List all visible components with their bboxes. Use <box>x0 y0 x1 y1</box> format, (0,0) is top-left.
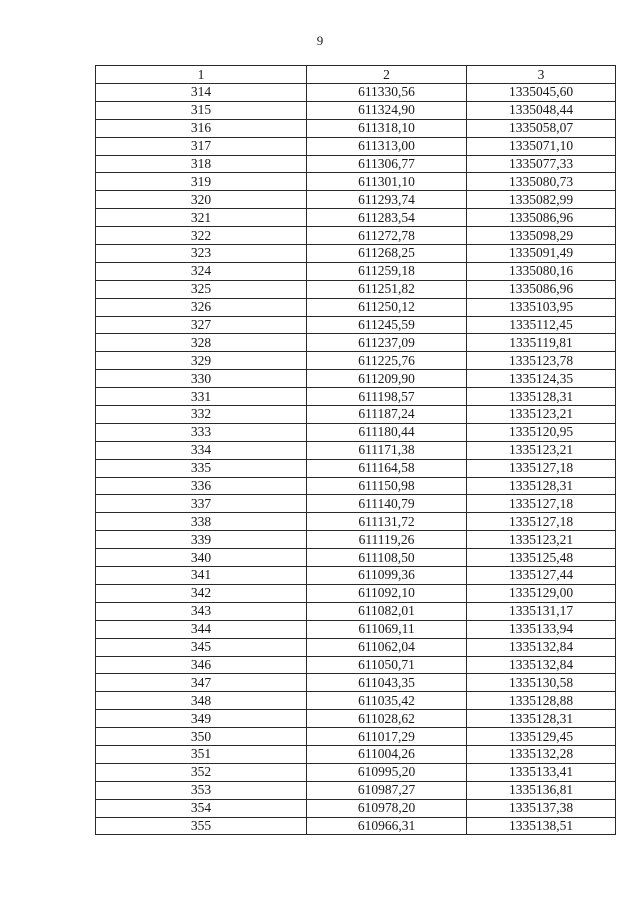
y-coordinate-cell: 1335086,96 <box>467 280 616 298</box>
y-coordinate-cell: 1335058,07 <box>467 119 616 137</box>
table-body <box>96 84 616 835</box>
point-number-cell: 338 <box>96 513 307 531</box>
table-row <box>96 298 616 316</box>
y-coordinate-cell: 1335133,94 <box>467 620 616 638</box>
table-row <box>96 638 616 656</box>
point-number-cell: 318 <box>96 155 307 173</box>
table-row <box>96 388 616 406</box>
x-coordinate-cell: 611301,10 <box>307 173 467 191</box>
y-coordinate-cell: 1335132,28 <box>467 745 616 763</box>
table-row <box>96 441 616 459</box>
coordinates-table <box>95 65 616 835</box>
x-coordinate-cell: 611108,50 <box>307 549 467 567</box>
x-coordinate-cell: 611140,79 <box>307 495 467 513</box>
y-coordinate-cell: 1335045,60 <box>467 84 616 102</box>
point-number-cell: 331 <box>96 388 307 406</box>
table-row <box>96 817 616 835</box>
y-coordinate-cell: 1335120,95 <box>467 423 616 441</box>
table-row <box>96 406 616 424</box>
table-row <box>96 173 616 191</box>
x-coordinate-cell: 611268,25 <box>307 245 467 263</box>
table-row <box>96 477 616 495</box>
table-row <box>96 513 616 531</box>
y-coordinate-cell: 1335129,00 <box>467 584 616 602</box>
point-number-cell: 317 <box>96 137 307 155</box>
x-coordinate-cell: 611225,76 <box>307 352 467 370</box>
table-row <box>96 101 616 119</box>
point-number-cell: 348 <box>96 692 307 710</box>
y-coordinate-cell: 1335124,35 <box>467 370 616 388</box>
point-number-cell: 321 <box>96 209 307 227</box>
y-coordinate-cell: 1335132,84 <box>467 638 616 656</box>
table-row <box>96 692 616 710</box>
point-number-cell: 340 <box>96 549 307 567</box>
table-row <box>96 799 616 817</box>
table-row <box>96 549 616 567</box>
column-header-3: 3 <box>467 66 616 84</box>
point-number-cell: 346 <box>96 656 307 674</box>
y-coordinate-cell: 1335080,73 <box>467 173 616 191</box>
point-number-cell: 314 <box>96 84 307 102</box>
x-coordinate-cell: 611187,24 <box>307 406 467 424</box>
y-coordinate-cell: 1335123,21 <box>467 406 616 424</box>
x-coordinate-cell: 611171,38 <box>307 441 467 459</box>
x-coordinate-cell: 611259,18 <box>307 262 467 280</box>
x-coordinate-cell: 611069,11 <box>307 620 467 638</box>
x-coordinate-cell: 611028,62 <box>307 710 467 728</box>
point-number-cell: 342 <box>96 584 307 602</box>
y-coordinate-cell: 1335136,81 <box>467 781 616 799</box>
y-coordinate-cell: 1335048,44 <box>467 101 616 119</box>
y-coordinate-cell: 1335123,21 <box>467 441 616 459</box>
x-coordinate-cell: 611283,54 <box>307 209 467 227</box>
table-row <box>96 191 616 209</box>
x-coordinate-cell: 611082,01 <box>307 602 467 620</box>
point-number-cell: 319 <box>96 173 307 191</box>
x-coordinate-cell: 611293,74 <box>307 191 467 209</box>
y-coordinate-cell: 1335125,48 <box>467 549 616 567</box>
x-coordinate-cell: 611150,98 <box>307 477 467 495</box>
table-row <box>96 227 616 245</box>
table-row <box>96 155 616 173</box>
y-coordinate-cell: 1335128,88 <box>467 692 616 710</box>
point-number-cell: 355 <box>96 817 307 835</box>
x-coordinate-cell: 611324,90 <box>307 101 467 119</box>
x-coordinate-cell: 611180,44 <box>307 423 467 441</box>
x-coordinate-cell: 611119,26 <box>307 531 467 549</box>
x-coordinate-cell: 611131,72 <box>307 513 467 531</box>
column-header-2: 2 <box>307 66 467 84</box>
y-coordinate-cell: 1335132,84 <box>467 656 616 674</box>
point-number-cell: 343 <box>96 602 307 620</box>
y-coordinate-cell: 1335128,31 <box>467 388 616 406</box>
y-coordinate-cell: 1335128,31 <box>467 477 616 495</box>
point-number-cell: 333 <box>96 423 307 441</box>
y-coordinate-cell: 1335112,45 <box>467 316 616 334</box>
x-coordinate-cell: 611099,36 <box>307 567 467 585</box>
table-row <box>96 245 616 263</box>
x-coordinate-cell: 610987,27 <box>307 781 467 799</box>
table-row <box>96 620 616 638</box>
x-coordinate-cell: 610995,20 <box>307 763 467 781</box>
point-number-cell: 353 <box>96 781 307 799</box>
y-coordinate-cell: 1335123,21 <box>467 531 616 549</box>
point-number-cell: 336 <box>96 477 307 495</box>
table-row <box>96 674 616 692</box>
point-number-cell: 341 <box>96 567 307 585</box>
table-row <box>96 316 616 334</box>
x-coordinate-cell: 611318,10 <box>307 119 467 137</box>
y-coordinate-cell: 1335128,31 <box>467 710 616 728</box>
table-row <box>96 209 616 227</box>
table-row <box>96 656 616 674</box>
x-coordinate-cell: 611251,82 <box>307 280 467 298</box>
point-number-cell: 337 <box>96 495 307 513</box>
table-row <box>96 710 616 728</box>
point-number-cell: 329 <box>96 352 307 370</box>
y-coordinate-cell: 1335138,51 <box>467 817 616 835</box>
x-coordinate-cell: 611050,71 <box>307 656 467 674</box>
y-coordinate-cell: 1335098,29 <box>467 227 616 245</box>
table-row <box>96 781 616 799</box>
table-row <box>96 728 616 746</box>
y-coordinate-cell: 1335077,33 <box>467 155 616 173</box>
table-row <box>96 567 616 585</box>
point-number-cell: 324 <box>96 262 307 280</box>
x-coordinate-cell: 611250,12 <box>307 298 467 316</box>
point-number-cell: 323 <box>96 245 307 263</box>
point-number-cell: 325 <box>96 280 307 298</box>
point-number-cell: 352 <box>96 763 307 781</box>
x-coordinate-cell: 611330,56 <box>307 84 467 102</box>
point-number-cell: 322 <box>96 227 307 245</box>
y-coordinate-cell: 1335130,58 <box>467 674 616 692</box>
point-number-cell: 350 <box>96 728 307 746</box>
y-coordinate-cell: 1335127,18 <box>467 513 616 531</box>
point-number-cell: 320 <box>96 191 307 209</box>
table-row <box>96 280 616 298</box>
y-coordinate-cell: 1335127,18 <box>467 459 616 477</box>
y-coordinate-cell: 1335129,45 <box>467 728 616 746</box>
x-coordinate-cell: 610978,20 <box>307 799 467 817</box>
x-coordinate-cell: 611313,00 <box>307 137 467 155</box>
table-row <box>96 137 616 155</box>
y-coordinate-cell: 1335080,16 <box>467 262 616 280</box>
point-number-cell: 347 <box>96 674 307 692</box>
point-number-cell: 316 <box>96 119 307 137</box>
table-row <box>96 84 616 102</box>
x-coordinate-cell: 611062,04 <box>307 638 467 656</box>
table-row <box>96 370 616 388</box>
x-coordinate-cell: 611272,78 <box>307 227 467 245</box>
table-row <box>96 745 616 763</box>
table-row <box>96 459 616 477</box>
y-coordinate-cell: 1335071,10 <box>467 137 616 155</box>
point-number-cell: 335 <box>96 459 307 477</box>
x-coordinate-cell: 611092,10 <box>307 584 467 602</box>
table-row <box>96 119 616 137</box>
x-coordinate-cell: 611043,35 <box>307 674 467 692</box>
point-number-cell: 327 <box>96 316 307 334</box>
table-row <box>96 352 616 370</box>
point-number-cell: 344 <box>96 620 307 638</box>
point-number-cell: 328 <box>96 334 307 352</box>
point-number-cell: 332 <box>96 406 307 424</box>
point-number-cell: 339 <box>96 531 307 549</box>
table-row <box>96 763 616 781</box>
point-number-cell: 326 <box>96 298 307 316</box>
x-coordinate-cell: 610966,31 <box>307 817 467 835</box>
y-coordinate-cell: 1335127,18 <box>467 495 616 513</box>
y-coordinate-cell: 1335091,49 <box>467 245 616 263</box>
x-coordinate-cell: 611164,58 <box>307 459 467 477</box>
y-coordinate-cell: 1335137,38 <box>467 799 616 817</box>
table-row <box>96 495 616 513</box>
x-coordinate-cell: 611245,59 <box>307 316 467 334</box>
x-coordinate-cell: 611035,42 <box>307 692 467 710</box>
y-coordinate-cell: 1335127,44 <box>467 567 616 585</box>
y-coordinate-cell: 1335103,95 <box>467 298 616 316</box>
y-coordinate-cell: 1335123,78 <box>467 352 616 370</box>
y-coordinate-cell: 1335133,41 <box>467 763 616 781</box>
x-coordinate-cell: 611209,90 <box>307 370 467 388</box>
table-row <box>96 262 616 280</box>
point-number-cell: 345 <box>96 638 307 656</box>
table-row <box>96 602 616 620</box>
column-header-1: 1 <box>96 66 307 84</box>
y-coordinate-cell: 1335131,17 <box>467 602 616 620</box>
table-row <box>96 334 616 352</box>
point-number-cell: 351 <box>96 745 307 763</box>
point-number-cell: 354 <box>96 799 307 817</box>
x-coordinate-cell: 611004,26 <box>307 745 467 763</box>
point-number-cell: 334 <box>96 441 307 459</box>
page-number: 9 <box>316 33 324 48</box>
y-coordinate-cell: 1335082,99 <box>467 191 616 209</box>
table-row <box>96 531 616 549</box>
point-number-cell: 330 <box>96 370 307 388</box>
x-coordinate-cell: 611306,77 <box>307 155 467 173</box>
table-header-row <box>96 66 616 84</box>
x-coordinate-cell: 611237,09 <box>307 334 467 352</box>
y-coordinate-cell: 1335119,81 <box>467 334 616 352</box>
table-row <box>96 423 616 441</box>
table-row <box>96 584 616 602</box>
point-number-cell: 315 <box>96 101 307 119</box>
y-coordinate-cell: 1335086,96 <box>467 209 616 227</box>
x-coordinate-cell: 611017,29 <box>307 728 467 746</box>
point-number-cell: 349 <box>96 710 307 728</box>
x-coordinate-cell: 611198,57 <box>307 388 467 406</box>
